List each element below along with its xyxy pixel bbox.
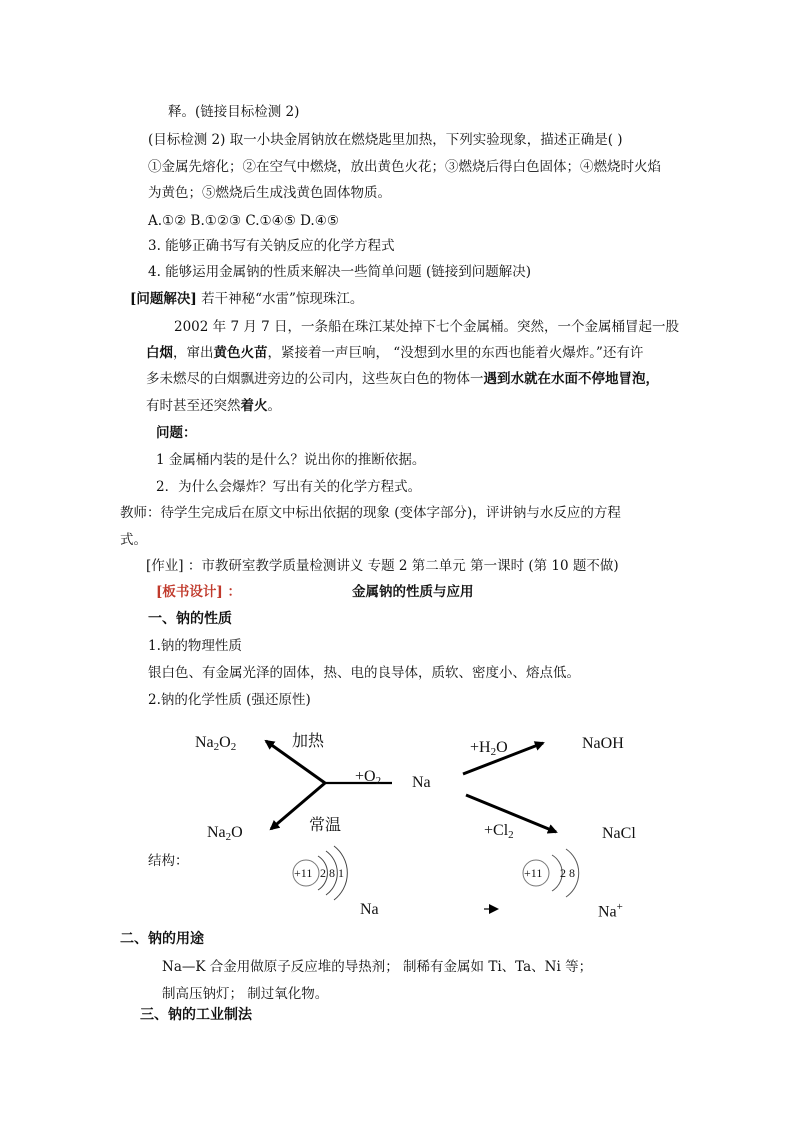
- question-stem: (目标检测 2) 取一小块金屑钠放在燃烧匙里加热，下列实验现象，描述正确是( ): [148, 132, 623, 148]
- objective-3: 3. 能够正确书写有关钠反应的化学方程式: [148, 238, 395, 254]
- reactant-na: Na: [412, 774, 431, 791]
- physical-properties-heading: 1.钠的物理性质: [148, 638, 242, 654]
- question-option-text: ①金属先熔化；②在空气中燃烧，放出黄色火花；③燃烧后得白色固体；④燃烧时火焰: [148, 159, 661, 175]
- board-design-title: 金属钠的性质与应用: [352, 584, 474, 600]
- story-line-1: 2002 年 7 月 7 日，一条船在珠江某处掉下七个金属桶。突然，一个金属桶冒起一股: [174, 319, 679, 335]
- na-ion-nucleus: +11: [524, 866, 543, 880]
- section-1-heading: 一、钠的性质: [148, 611, 232, 627]
- uses-line-1: Na—K 合金用做原子反应堆的导热剂； 制稀有金属如 Ti、Ta、Ni 等；: [162, 959, 593, 975]
- story-text-2: ，紧接着一声巨响， “没想到水里的东西也能着火爆炸。”还有许: [267, 345, 644, 361]
- answer-choices: A.①② B.①②③ C.①④⑤ D.④⑤: [148, 213, 339, 229]
- reagent-o2: $+O_2$: [355, 768, 382, 787]
- structure-label: 结构：: [148, 853, 189, 869]
- na-ion-shells: 2 8: [560, 866, 575, 880]
- story-text-4: 有时甚至还突然: [146, 398, 241, 414]
- product-naoh: NaOH: [582, 735, 624, 752]
- uses-line-2: 制高压钠灯； 制过氧化物。: [162, 986, 329, 1002]
- physical-properties-text: 银白色、有金属光泽的固体，热、电的良导体，质软、密度小、熔点低。: [148, 665, 580, 681]
- product-na2o2: $Na_2O_2$: [195, 734, 237, 753]
- question-option-text-2: 为黄色；⑤燃烧后生成浅黄色固体物质。: [148, 185, 391, 201]
- highlight-yellow-flame: 黄色火苗: [213, 345, 268, 361]
- story-text-5: 。: [267, 398, 281, 414]
- problem-solving-title: 若干神秘“水雷”惊现珠江。: [196, 291, 364, 307]
- na-atom-label: Na: [360, 901, 379, 918]
- na-ion-label: Na+: [598, 901, 623, 921]
- text-line-1: 释。(链接目标检测 2): [168, 104, 300, 120]
- teacher-note: 教师：待学生完成后在原文中标出依据的现象 (变体字部分)，评讲钠与水反应的方程: [120, 505, 621, 521]
- highlight-bubbling: 遇到水就在水面不停地冒泡，: [483, 371, 659, 387]
- problem-solving-tag: [问题解决]: [130, 291, 197, 307]
- highlight-white-smoke: 白烟: [146, 345, 173, 361]
- homework-line: [作业] ：市教研室教学质量检测讲义 专题 2 第二单元 第一课时 (第 10 题不做): [146, 558, 619, 574]
- condition-heat: 加热: [292, 731, 325, 750]
- section-2-heading: 二、钠的用途: [120, 931, 204, 947]
- reagent-cl2: $+Cl_2$: [484, 822, 514, 841]
- questions-label: 问题：: [156, 425, 197, 441]
- objective-4: 4. 能够运用金属钠的性质来解决一些简单问题 (链接到问题解决): [148, 264, 531, 280]
- story-text-3: 多未燃尽的白烟飘进旁边的公司内，这些灰白色的物体一: [146, 371, 484, 387]
- board-design-tag: [板书设计] ：: [156, 584, 241, 600]
- story-text: ，窜出: [173, 345, 214, 361]
- highlight-fire: 着火: [240, 398, 268, 414]
- section-3-heading: 三、钠的工业制法: [140, 1007, 252, 1023]
- chemical-properties-heading: 2.钠的化学性质 (强还原性): [148, 692, 311, 708]
- na-atom-shells: 2 8 1: [320, 866, 344, 880]
- product-na2o: $Na_2O$: [207, 824, 243, 843]
- question-1: 1 金属桶内装的是什么？说出你的推断依据。: [156, 452, 426, 468]
- teacher-note-cont: 式。: [120, 532, 147, 548]
- reagent-h2o: $+H_2O$: [470, 739, 508, 758]
- condition-room-temp: 常温: [309, 815, 342, 834]
- product-nacl: NaCl: [602, 825, 636, 842]
- question-2: 2．为什么会爆炸？写出有关的化学方程式。: [156, 479, 422, 495]
- na-atom-nucleus: +11: [294, 866, 313, 880]
